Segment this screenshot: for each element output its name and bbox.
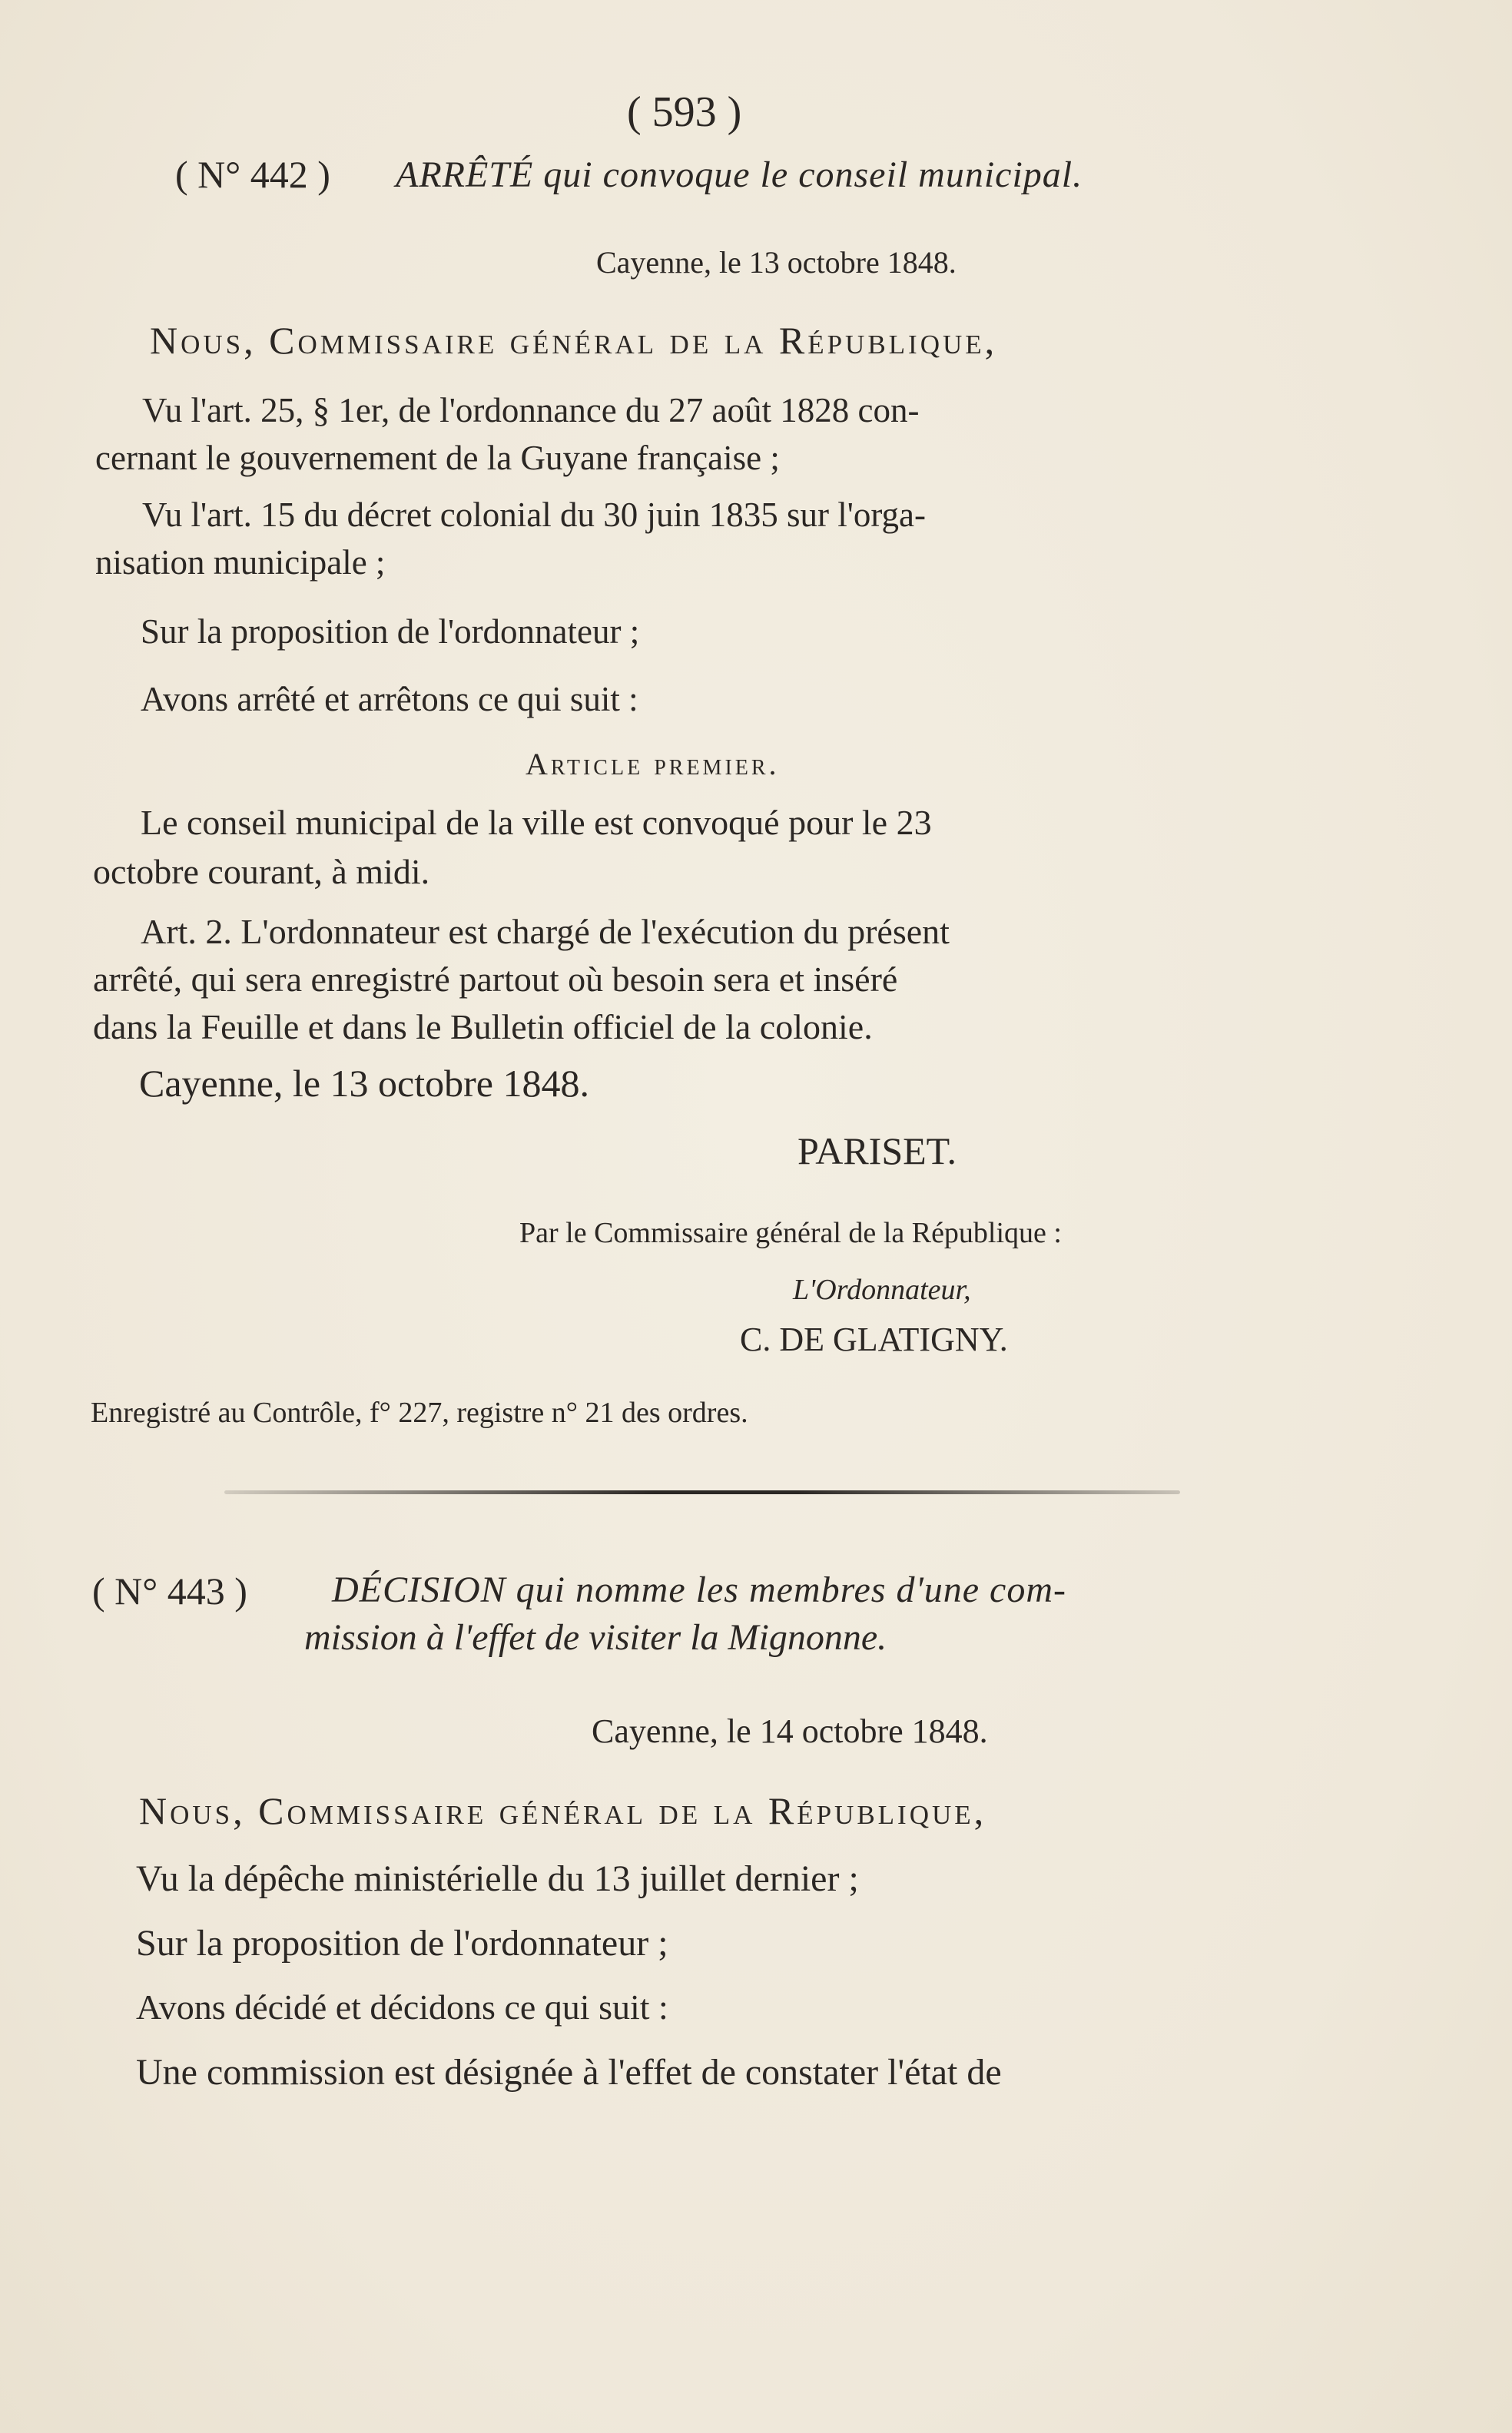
- decision-considerant-3: Avons décidé et décidons ce qui suit :: [136, 1987, 668, 2027]
- decision-considerant-4: Une commission est désignée à l'effet de constater l'état de: [136, 2052, 1002, 2093]
- countersign-role: L'Ordonnateur,: [793, 1274, 971, 1306]
- decision-title-line-1: DÉCISION qui nomme les membres d'une com-: [332, 1570, 1066, 1610]
- section-divider: [224, 1490, 1180, 1494]
- arrete-considerant-6: Avons arrêté et arrêtons ce qui suit :: [141, 680, 638, 718]
- arrete-title: ARRÊTÉ qui convoque le conseil municipal.: [396, 154, 1083, 195]
- arrete-considerant-3: Vu l'art. 15 du décret colonial du 30 juin 1835 sur l'orga-: [142, 496, 926, 534]
- signatory: PARISET.: [797, 1129, 957, 1172]
- decision-number: ( N° 443 ): [92, 1570, 247, 1613]
- decision-authority: Nous, Commissaire général de la République,: [139, 1789, 987, 1832]
- article-2-line-2: arrêté, qui sera enregistré partout où besoin sera et inséré: [93, 960, 898, 999]
- article-heading: Article premier.: [526, 747, 780, 781]
- countersign-intro: Par le Commissaire général de la République :: [519, 1217, 1062, 1249]
- arrete-considerant-1: Vu l'art. 25, § 1er, de l'ordonnance du 27 août 1828 con-: [142, 391, 920, 429]
- arrete-authority: Nous, Commissaire général de la République,: [150, 319, 998, 362]
- decision-title-line-2: mission à l'effet de visiter la Mignonne.: [304, 1617, 887, 1658]
- arrete-considerant-2: cernant le gouvernement de la Guyane française ;: [95, 439, 780, 477]
- page-number: ( 593 ): [627, 88, 742, 136]
- arrete-considerant-4: nisation municipale ;: [95, 543, 386, 582]
- arrete-number: ( N° 442 ): [175, 153, 330, 196]
- registration-note: Enregistré au Contrôle, f° 227, registre n° 21 des ordres.: [91, 1397, 748, 1429]
- article-1-line-2: octobre courant, à midi.: [93, 852, 430, 891]
- arrete-considerant-5: Sur la proposition de l'ordonnateur ;: [141, 612, 640, 651]
- countersign-name: C. DE GLATIGNY.: [740, 1321, 1008, 1358]
- decision-considerant-2: Sur la proposition de l'ordonnateur ;: [136, 1923, 668, 1964]
- arrete-dateline: Cayenne, le 13 octobre 1848.: [596, 245, 957, 280]
- decision-dateline: Cayenne, le 14 octobre 1848.: [592, 1712, 988, 1750]
- closing-date: Cayenne, le 13 octobre 1848.: [139, 1062, 589, 1105]
- decision-considerant-1: Vu la dépêche ministérielle du 13 juillet dernier ;: [136, 1858, 859, 1899]
- article-2-line-1: Art. 2. L'ordonnateur est chargé de l'exécution du présent: [141, 912, 950, 951]
- article-2-line-3: dans la Feuille et dans le Bulletin officiel de la colonie.: [93, 1007, 873, 1046]
- article-1-line-1: Le conseil municipal de la ville est convoqué pour le 23: [141, 803, 932, 842]
